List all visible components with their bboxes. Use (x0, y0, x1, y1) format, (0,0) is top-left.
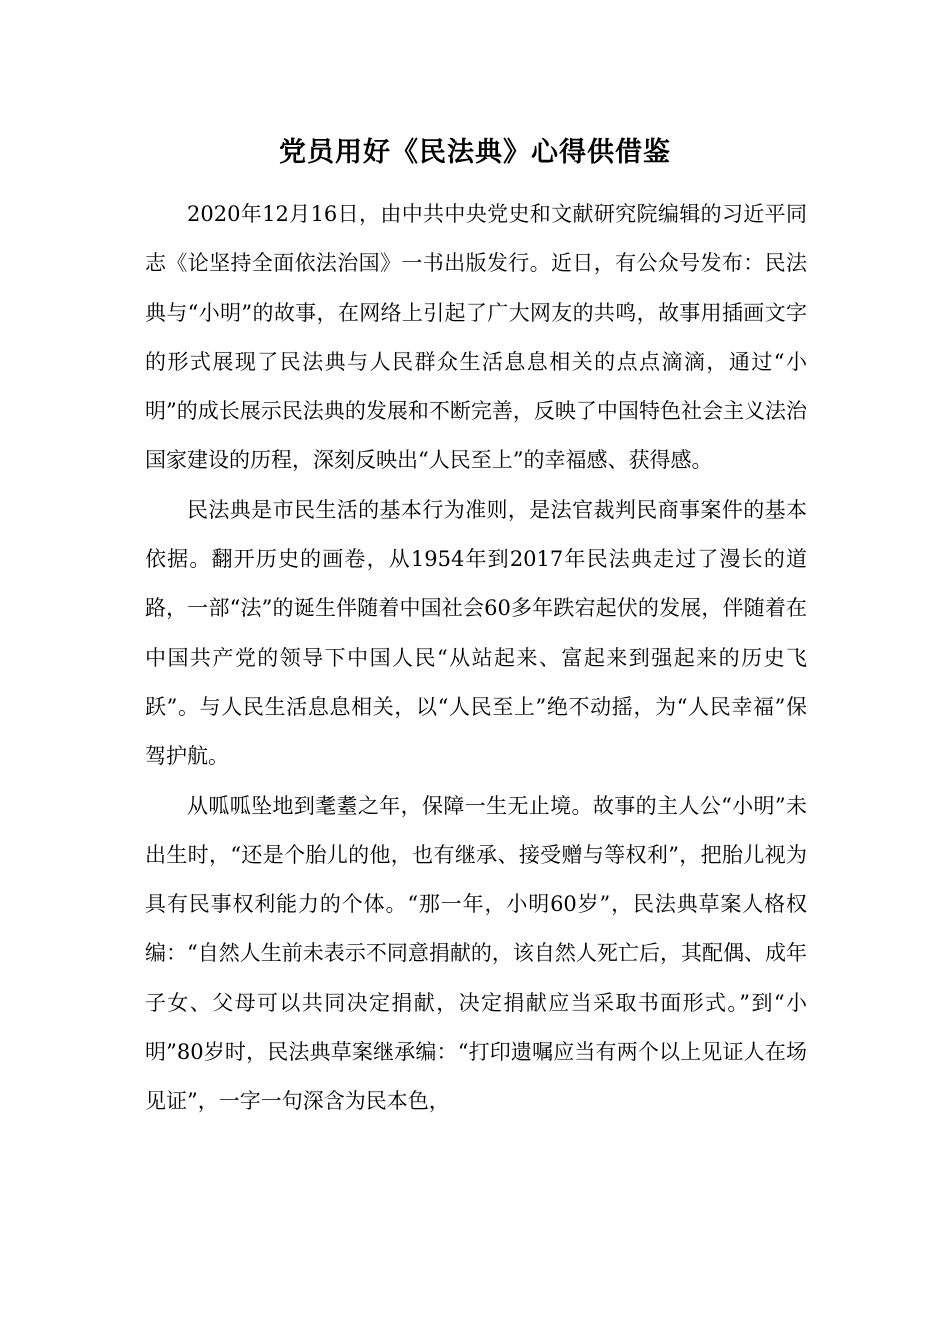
paragraph-3: 从呱呱坠地到耄耋之年，保障一生无止境。故事的主人公“小明”未出生时，“还是个胎儿的他，也有继承、接受赠与等权利”，把胎儿视为具有民事权利能力的个体。“那一年，小明60岁”，民法典草案人格权编：“自然人生前未表示不同意捐献的，该自然人死亡后，其配偶、成年子女、父母可以共同决定捐献，决定捐献应当采取书面形式。”到“小明”80岁时，民法典草案继承编：“打印遗嘱应当有两个以上见证人在场见证”，一字一句深含为民本色， (145, 793, 807, 1114)
document-title: 党员用好《民法典》心得供借鉴 (279, 137, 671, 168)
paragraph-1: 2020年12月16日，由中共中央党史和文献研究院编辑的习近平同志《论坚持全面依法治国》一书出版发行。近日，有公众号发布：民法典与“小明”的故事，在网络上引起了广大网友的共鸣，故事用插画文字的形式展现了民法典与人民群众生活息息相关的点点滴滴，通过“小明”的成长展示民法典的发展和不断完善，反映了中国特色社会主义法治国家建设的历程，深刻反映出“人民至上”的幸福感、获得感。 (145, 202, 807, 473)
paragraph-2: 民法典是市民生活的基本行为准则，是法官裁判民商事案件的基本依据。翻开历史的画卷，从1954年到2017年民法典走过了漫长的道路，一部“法”的诞生伴随着中国社会60多年跌宕起伏的发展，伴随着在中国共产党的领导下中国人民“从站起来、富起来到强起来的历史飞跃”。与人民生活息息相关，以“人民至上”绝不动摇，为“人民幸福”保驾护航。 (145, 497, 807, 769)
document-body (145, 190, 807, 1127)
